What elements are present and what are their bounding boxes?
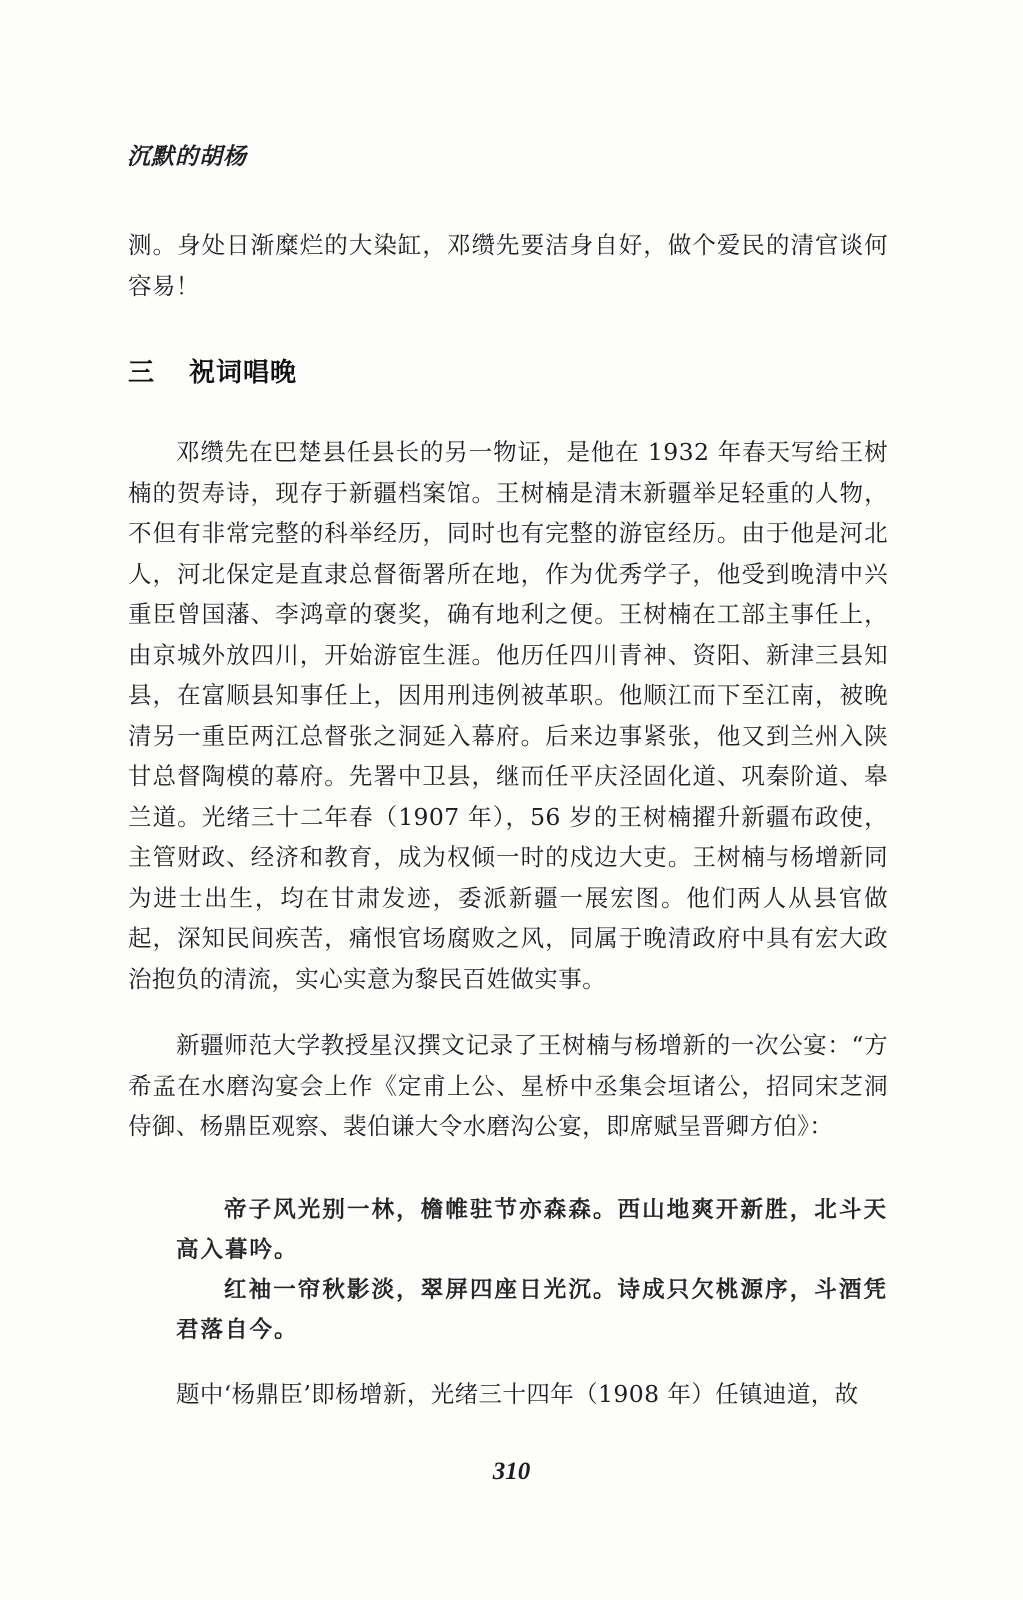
section-number: 三 xyxy=(128,358,156,388)
poem-stanza-2: 红袖一帘秋影淡，翠屏四座日光沉。诗成只欠桃源序，斗酒凭君落自今。 xyxy=(176,1277,888,1343)
paragraph-carryover: 测。身处日渐糜烂的大染缸，邓缵先要洁身自好，做个爱民的清官谈何容易！ xyxy=(128,231,888,300)
section-title: 祝词唱晚 xyxy=(189,358,298,388)
body-paragraph-1: 邓缵先在巴楚县任县长的另一物证，是他在 1932 年春天写给王树楠的贺寿诗，现存于新疆档案馆。王树楠是清末新疆举足轻重的人物，不但有非常完整的科举经历，同时也有完整的游宦经历。由于他是河北人，河北保定是直隶总督衙署所在地，作为优秀学子，他受到晚清中兴重臣曾国藩、李鸿章的褒奖，确有地利之便。王树楠在工部主事任上，由京城外放四川，开始游宦生涯。他历任四川青神、资阳、新津三县知县，在富顺县知事任上，因用刑违例被革职。他顺江而下至江南，被晚清另一重臣两江总督张之洞延入幕府。后来边事紧张，他又到兰州入陕甘总督陶模的幕府。先署中卫县，继而任平庆泾固化道、巩秦阶道、皋兰道。光绪三十二年春（1907 年），56 岁的王树楠擢升新疆布政使，主管财政、经济和教育，成为权倾一时的戍边大吏。王树楠与杨增新同为进士出生，均在甘肃发迹，委派新疆一展宏图。他们两人从县官做起，深知民间疾苦，痛恨官场腐败之风，同属于晚清政府中具有宏大政治抱负的清流，实心实意为黎民百姓做实事。 xyxy=(128,438,888,993)
section-heading xyxy=(128,352,297,389)
running-head: 沉默的胡杨 xyxy=(127,143,247,170)
page-number: 310 xyxy=(492,1458,531,1485)
poem-block xyxy=(176,1190,888,1350)
body-paragraph-2: 新疆师范大学教授星汉撰文记录了王树楠与杨增新的一次公宴：“方希孟在水磨沟宴会上作《定甫上公、星桥中丞集会垣诸公，招同宋芝洞侍御、杨鼎臣观察、裴伯谦大令水磨沟公宴，即席赋呈晋卿方伯》： xyxy=(128,1031,888,1140)
body-paragraph-3: 题中‘杨鼎臣’即杨增新，光绪三十四年（1908 年）任镇迪道，故 xyxy=(176,1380,859,1408)
poem-stanza-1: 帝子风光别一林，檐帷驻节亦森森。西山地爽开新胜，北斗天高入暮吟。 xyxy=(176,1197,888,1263)
